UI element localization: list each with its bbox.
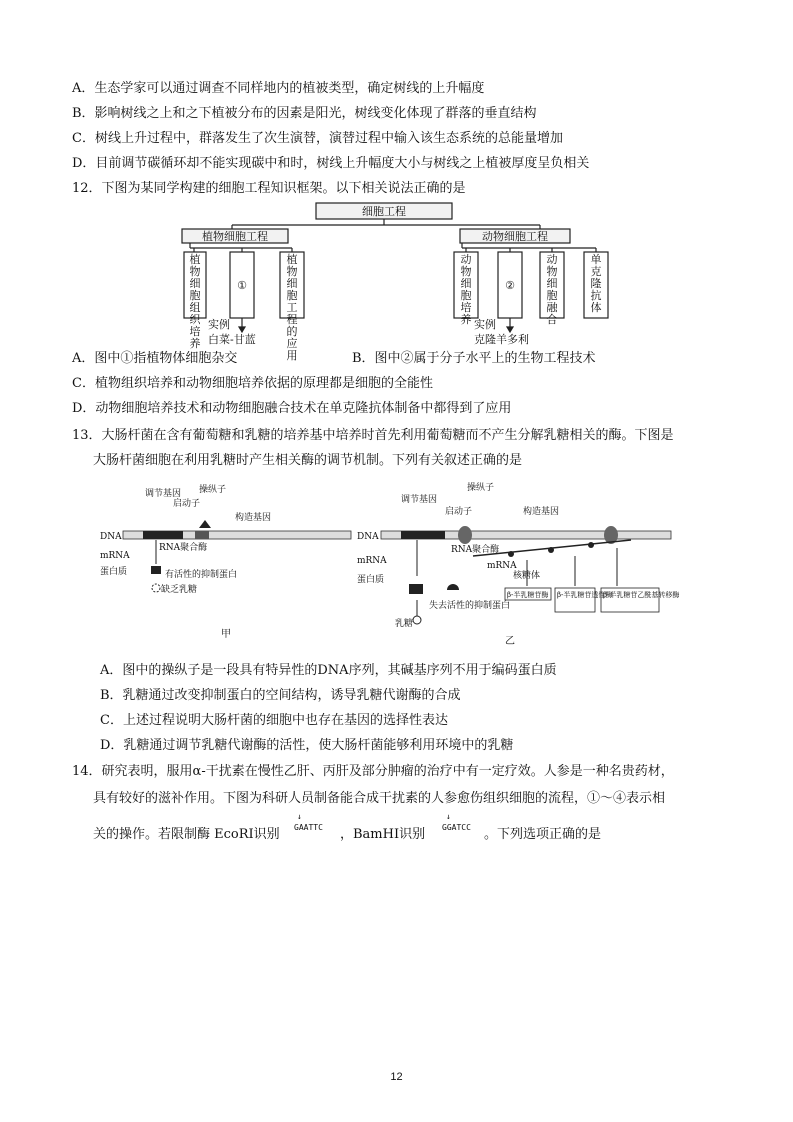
animal-example-label: 实例 [474,318,496,331]
plant-box-tissue-culture: 植物细胞组织培养 [189,253,201,350]
cut-arrow-icon: ↓ [446,812,451,821]
yi-lactose-icon [413,616,421,624]
yi-rna-pol-label: RNA聚合酶 [451,545,500,555]
q13-option-b: B．乳糖通过改变抑制蛋白的空间结构，诱导乳糖代谢酶的合成 [100,688,461,703]
yi-structural-label: 构造基因 [523,507,560,517]
animal-example: 克隆羊多利 [474,333,529,346]
q12-option-c: C．植物组织培养和动物细胞培养依据的原理都是细胞的全能性 [72,376,433,391]
yi-dna-label: DNA [357,532,379,542]
yi-lactose-label: 乳糖 [395,619,414,629]
q12-stem: 12．下图为某同学构建的细胞工程知识框架。以下相关说法正确的是 [72,181,466,196]
animal-box-monoclonal: 单克隆抗体 [590,253,602,314]
yi-caption: 乙 [505,636,515,647]
animal-title: 动物细胞工程 [482,230,548,243]
plant-example: 白菜-甘蓝 [208,333,256,346]
plant-title: 植物细胞工程 [202,230,268,243]
q11-option-a: A．生态学家可以通过调查不同样地内的植被类型，确定树线的上升幅度 [72,81,485,96]
yi-mrna-mid-label: mRNA [487,561,517,571]
q12-option-a: A．图中①指植物体细胞杂交 [72,351,238,366]
bamhi-sequence: GGATCC [442,823,471,832]
plant-box-1: ① [237,279,247,292]
q14-line3-b: ，BamHⅠ识别 [340,827,426,842]
jia-promoter-label: 启动子 [173,499,201,509]
jia-structural-label: 构造基因 [235,513,272,523]
q13-option-c: C．上述过程说明大肠杆菌的细胞中也存在基因的选择性表达 [100,713,448,728]
jia-mrna-label: mRNA [100,551,130,561]
lac-operon-figure-yi [355,478,685,648]
q11-option-b: B．影响树线之上和之下植被分布的因素是阳光，树线变化体现了群落的垂直结构 [72,106,537,121]
diagram-root: 细胞工程 [362,205,406,218]
yi-protein-label: 蛋白质 [357,575,385,585]
ecori-sequence: GAATTC [294,823,323,832]
animal-box-2: ② [505,279,515,292]
jia-caption: 甲 [221,629,231,640]
lac-operon-figure-jia [95,482,360,644]
q12-option-b: B．图中②属于分子水平上的生物工程技术 [352,351,596,366]
yi-operator-label: 操纵子 [467,483,495,493]
animal-box-cell-fusion: 动物细胞融合 [546,253,558,326]
plant-example-label: 实例 [208,318,230,331]
yi-enzyme-galactosidase: β-半乳糖苷酶 [507,591,549,599]
q13-stem-line1: 13．大肠杆菌在含有葡萄糖和乳糖的培养基中培养时首先利用葡萄糖而不产生分解乳糖相关的酶。下图是 [72,428,674,443]
yi-regulator-label: 调节基因 [401,495,438,505]
yi-dna-strand [381,526,671,544]
yi-enzyme-transacetylase: β-半乳糖苷乙酰基转移酶 [603,591,680,599]
yi-enzyme-permease: β-半乳糖苷透性酶 [557,591,613,599]
q14-line2: 具有较好的滋补作用。下图为科研人员制备能合成干扰素的人参愈伤组织细胞的流程，①～④表示相 [93,791,666,806]
cut-arrow-icon: ↓ [297,812,302,821]
q14-line1: 14．研究表明，服用α-干扰素在慢性乙肝、丙肝及部分肿瘤的治疗中有一定疗效。人参是一种名贵药材， [72,764,674,779]
q14-line3-c: 。下列选项正确的是 [484,827,602,842]
q11-option-c: C．树线上升过程中，群落发生了次生演替，演替过程中输入该生态系统的总能量增加 [72,131,563,146]
jia-dna-label: DNA [100,532,122,542]
q13-option-d: D．乳糖通过调节乳糖代谢酶的活性，使大肠杆菌能够利用环境中的乳糖 [100,738,514,753]
jia-regulator-line1: 调节基因 [145,489,182,499]
animal-box-cell-culture: 动物细胞培养 [460,253,472,326]
jia-active-repressor-label: 有活性的抑制蛋白 [165,570,238,580]
q13-option-a: A．图中的操纵子是一段具有特异性的DNA序列，其碱基序列不用于编码蛋白质 [100,663,557,678]
page-number: 12 [390,1071,403,1083]
plant-box-applications: 植物细胞工程的应用 [286,253,298,362]
q12-option-d: D．动物细胞培养技术和动物细胞融合技术在单克隆抗体制备中都得到了应用 [72,401,512,416]
jia-protein-label: 蛋白质 [100,567,128,577]
yi-inactive-repressor-label: 失去活性的抑制蛋白 [429,601,511,611]
q14-line3-a: 关的操作。若限制酶 EcoRⅠ识别 [93,827,280,842]
q13-stem-line2: 大肠杆菌细胞在利用乳糖时产生相关酶的调节机制。下列有关叙述正确的是 [93,453,523,468]
jia-rna-pol-label: RNA聚合酶 [159,543,208,553]
yi-promoter-label: 启动子 [445,507,473,517]
yi-mrna-label: mRNA [357,556,387,566]
jia-lack-lactose-label: 缺乏乳糖 [161,585,198,595]
yi-ribosome-label: 核糖体 [513,571,541,581]
jia-dna-strand [123,531,351,539]
jia-operator-label: 操纵子 [199,485,227,495]
q11-option-d: D．目前调节碳循环却不能实现碳中和时，树线上升幅度大小与树线之上植被厚度呈负相关 [72,156,590,171]
